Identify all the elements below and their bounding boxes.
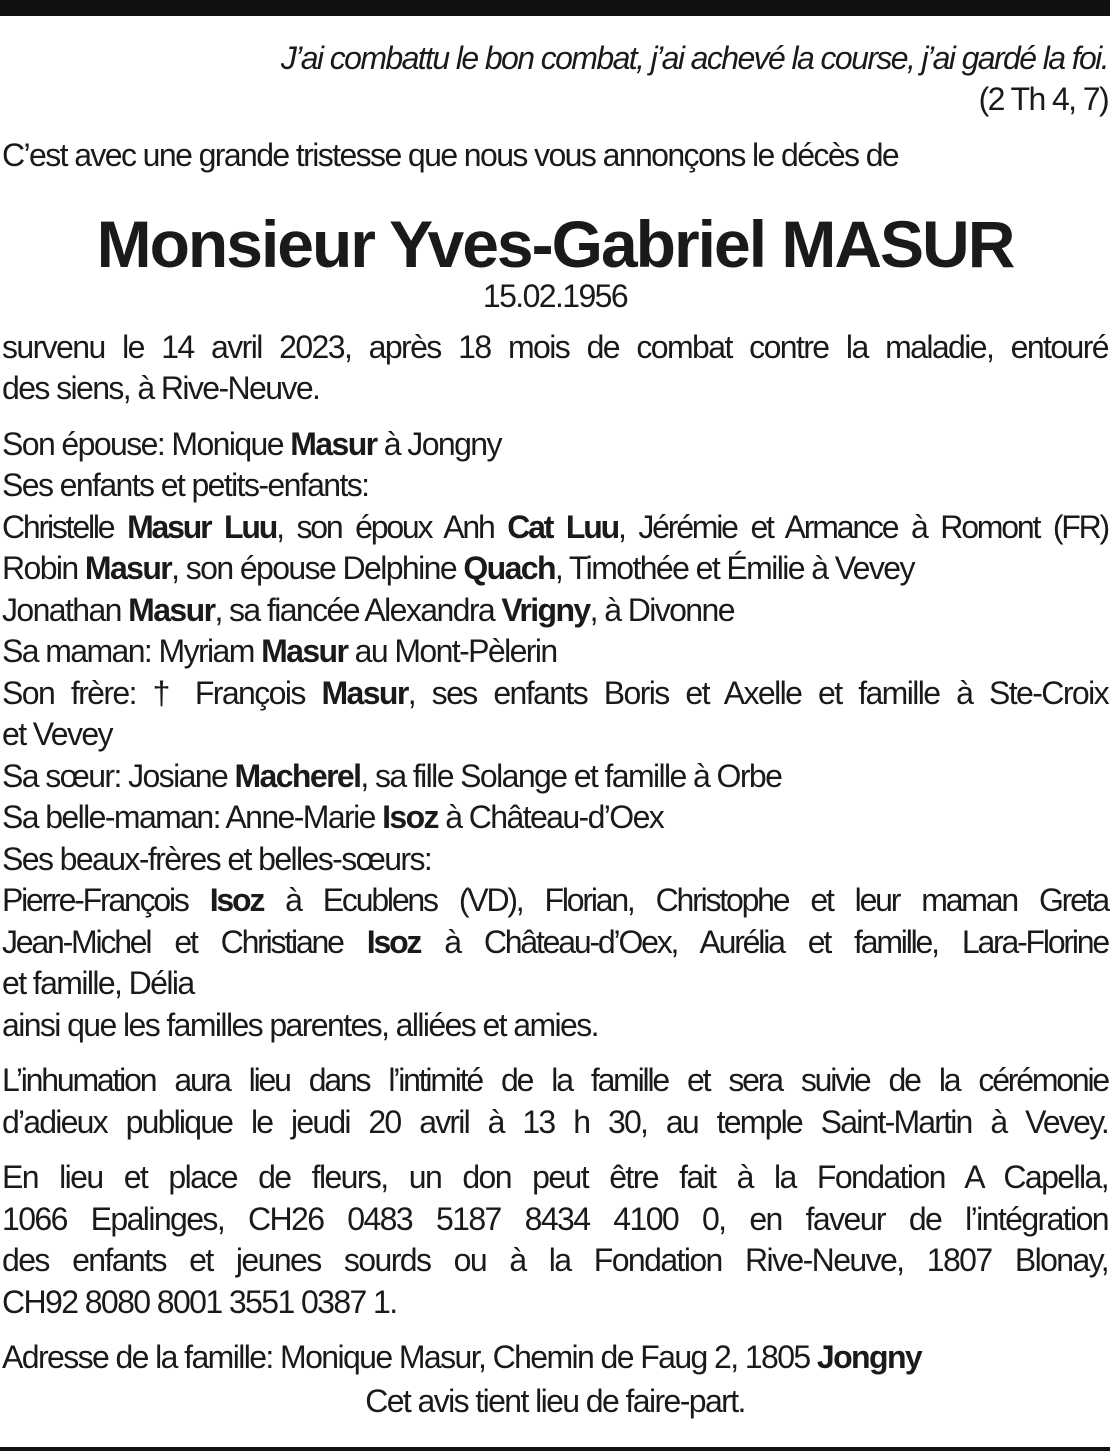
death-notice [2, 327, 1108, 410]
family-sister: Sa sœur: Josiane Macherel, sa fille Solange et famille à Orbe [2, 757, 782, 794]
ceremony-line: d’adieux publique le jeudi 20 avril à 13 h 30, au temple Saint-Martin à Vevey. [2, 1103, 1108, 1140]
epigraph-reference: (2 Th 4, 7) [978, 81, 1108, 117]
top-rule [0, 0, 1110, 16]
family-mother-in-law: Sa belle-maman: Anne-Marie Isoz à Château-d’Oex [2, 799, 664, 835]
obituary-notice [2, 38, 1108, 1422]
family-in-law: Pierre-François Isoz à Ecublens (VD), Florian, Christophe et leur maman Greta [2, 882, 1108, 918]
deceased-name: Monsieur Yves-Gabriel MASUR [96, 206, 1014, 281]
children-label: Ses enfants et petits-enfants: [2, 467, 369, 503]
family-child: Robin Masur, son épouse Delphine Quach, Timothée et Émilie à Vevey [2, 550, 914, 586]
birth-date: 15.02.1956 [482, 277, 628, 314]
donation-info [2, 1157, 1108, 1323]
donation-line: CH92 8080 8001 3551 0387 1. [2, 1283, 397, 1320]
family-brother: Son frère: † François Masur, ses enfants Boris et Axelle et famille à Ste-Croix [2, 674, 1108, 711]
ceremony-info [2, 1060, 1108, 1143]
footer-note: Cet avis tient lieu de faire-part. [365, 1382, 745, 1419]
family-in-law: Jean-Michel et Christiane Isoz à Château-d’Oex, Aurélia et famille, Lara-Florine [2, 923, 1108, 960]
intro-text: C’est avec une grande tristesse que nous vous annonçons le décès de [2, 137, 899, 173]
family-child: Christelle Masur Luu, son époux Anh Cat Luu, Jérémie et Armance à Romont (FR) [2, 508, 1108, 545]
family-closing: ainsi que les familles parentes, alliées et amies. [2, 1006, 598, 1043]
family-child: Jonathan Masur, sa fiancée Alexandra Vrigny, à Divonne [2, 591, 734, 628]
family-in-law-cont: et famille, Délia [2, 965, 194, 1001]
donation-line: 1066 Epalinges, CH26 0483 5187 8434 4100 0, en faveur de l’intégration [2, 1200, 1108, 1237]
family-address: Adresse de la famille: Monique Masur, Chemin de Faug 2, 1805 Jongny [2, 1339, 922, 1375]
family-list [2, 424, 1108, 1047]
family-spouse: Son épouse: Monique Masur à Jongny [2, 425, 501, 462]
donation-line: des enfants et jeunes sourds ou à la Fondation Rive-Neuve, 1807 Blonay, [2, 1242, 1108, 1278]
epigraph-quote: J’ai combattu le bon combat, j’ai achevé la course, j’ai gardé la foi. [280, 40, 1108, 76]
family-brother-cont: et Vevey [2, 716, 112, 752]
death-notice-line: survenu le 14 avril 2023, après 18 mois de combat contre la maladie, entouré [2, 328, 1108, 365]
family-mother: Sa maman: Myriam Masur au Mont-Pèlerin [2, 633, 557, 669]
death-notice-line: des siens, à Rive-Neuve. [2, 370, 320, 406]
donation-line: En lieu et place de fleurs, un don peut être fait à la Fondation A Capella, [2, 1159, 1108, 1195]
ceremony-line: L’inhumation aura lieu dans l’intimité de la famille et sera suivie de la cérémonie [2, 1062, 1108, 1098]
in-laws-label: Ses beaux-frères et belles-sœurs: [2, 840, 432, 877]
bottom-rule [0, 1447, 1110, 1451]
